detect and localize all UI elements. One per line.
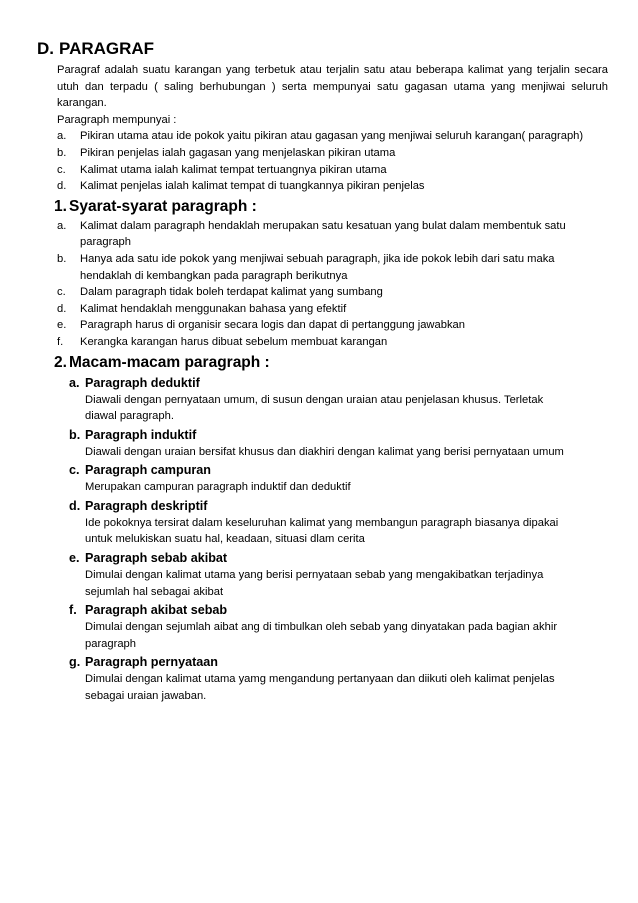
section-title: PARAGRAF <box>59 39 155 58</box>
paragraph-type-item <box>69 498 608 548</box>
syarat-number: 1. <box>54 197 67 215</box>
item-description: Ide pokoknya tersirat dalam keseluruhan kalimat yang membangun paragraph biasanya dipakai untuk melukiskan suatu hal, keadaan, situasi dlam cerita <box>85 516 559 546</box>
list-text: Dalam paragraph tidak boleh terdapat kalimat yang sumbang <box>80 286 383 299</box>
list-text: Pikiran penjelas ialah gagasan yang menjelaskan pikiran utama <box>80 146 396 159</box>
list-item <box>57 317 608 334</box>
section-number: D. <box>37 39 54 58</box>
syarat-list <box>57 218 608 351</box>
list-item <box>57 162 608 179</box>
section-heading <box>37 38 608 60</box>
list-item <box>57 145 608 162</box>
item-marker: c. <box>69 463 80 478</box>
macam-heading <box>54 353 608 373</box>
list-text: Pikiran utama atau ide pokok yaitu pikiran atau gagasan yang menjiwai seluruh karangan( paragraph) <box>80 130 584 143</box>
paragraph-type-item <box>69 602 608 652</box>
list-text: Kalimat hendaklah menggunakan bahasa yang efektif <box>80 302 347 315</box>
list-marker: c. <box>57 163 66 176</box>
item-title: Paragraph sebab akibat <box>85 551 228 566</box>
item-title: Paragraph campuran <box>85 463 211 478</box>
item-title: Paragraph induktif <box>85 427 197 442</box>
item-description: Diawali dengan pernyataan umum, di susun dengan uraian atau penjelasan khusus. Terletak diawal paragraph. <box>85 393 544 423</box>
list-marker: a. <box>57 130 67 143</box>
list-item <box>57 251 608 284</box>
list-item <box>57 128 608 145</box>
list-text: Kerangka karangan harus dibuat sebelum membuat karangan <box>80 335 388 348</box>
list-item <box>57 334 608 351</box>
macam-number: 2. <box>54 353 67 371</box>
item-marker: g. <box>69 655 81 670</box>
macam-list <box>69 375 608 705</box>
item-description: Diawali dengan uraian bersifat khusus dan diakhiri dengan kalimat yang berisi pernyataan umum <box>85 445 564 458</box>
item-marker: e. <box>69 551 80 566</box>
item-marker: a. <box>69 375 80 390</box>
item-marker: d. <box>69 498 81 513</box>
list-marker: f. <box>57 335 64 348</box>
intro-paragraph: Paragraf adalah suatu karangan yang terbetuk atau terjalin satu atau beberapa kalimat yang terjalin secara utuh dan terpadu ( saling berhubungan ) serta mempunyai satu gagasan utama yang menjiwai seluruh karangan. <box>57 64 608 110</box>
item-description: Dimulai dengan sejumlah aibat ang di timbulkan oleh sebab yang dinyatakan pada bagian akhir paragraph <box>85 621 558 650</box>
macam-title: Macam-macam paragraph : <box>69 353 270 371</box>
list-text: Hanya ada satu ide pokok yang menjiwai sebuah paragraph, jika ide pokok lebih dari satu maka hendaklah di kembangkan pada paragraph berikutnya <box>80 252 555 282</box>
list-marker: c. <box>57 286 66 299</box>
list-item <box>57 218 608 251</box>
list-item <box>57 284 608 301</box>
list-marker: e. <box>57 319 67 332</box>
list-item <box>57 301 608 318</box>
item-description: Merupakan campuran paragraph induktif dan deduktif <box>85 481 351 494</box>
item-marker: f. <box>69 603 77 618</box>
item-title: Paragraph pernyataan <box>85 655 218 670</box>
list-marker: b. <box>57 146 67 159</box>
paragraph-type-item <box>69 654 608 704</box>
list-marker: b. <box>57 252 67 265</box>
paragraph-type-item <box>69 550 608 600</box>
item-marker: b. <box>69 427 81 442</box>
list-text: Kalimat penjelas ialah kalimat tempat di tuangkannya pikiran penjelas <box>80 180 425 193</box>
has-list <box>57 128 608 194</box>
item-description: Dimulai dengan kalimat utama yang berisi pernyataan sebab yang mengakibatkan terjadinya sejumlah hal sebagai akibat <box>85 569 544 598</box>
section-body <box>57 62 608 195</box>
item-title: Paragraph deskriptif <box>85 498 208 513</box>
item-title: Paragraph akibat sebab <box>85 603 228 618</box>
list-item <box>57 178 608 195</box>
list-text: Kalimat dalam paragraph hendaklah merupakan satu kesatuan yang bulat dalam membentuk satu paragraph <box>80 219 566 249</box>
syarat-heading <box>54 197 608 217</box>
has-label: Paragraph mempunyai : <box>57 113 177 126</box>
list-text: Kalimat utama ialah kalimat tempat tertuangnya pikiran utama <box>80 163 387 176</box>
list-marker: d. <box>57 180 67 193</box>
paragraph-type-item <box>69 427 608 461</box>
syarat-body <box>57 218 608 351</box>
paragraph-type-item <box>69 462 608 496</box>
syarat-title: Syarat-syarat paragraph : <box>69 197 257 215</box>
list-text: Paragraph harus di organisir secara logis dan dapat di pertanggung jawabkan <box>80 319 465 332</box>
paragraph-type-item <box>69 375 608 425</box>
list-marker: a. <box>57 219 67 232</box>
item-description: Dimulai dengan kalimat utama yamg mengandung pertanyaan dan diikuti oleh kalimat penjelas sebagai uraian jawaban. <box>85 673 555 703</box>
item-title: Paragraph deduktif <box>85 375 200 390</box>
list-marker: d. <box>57 302 67 315</box>
